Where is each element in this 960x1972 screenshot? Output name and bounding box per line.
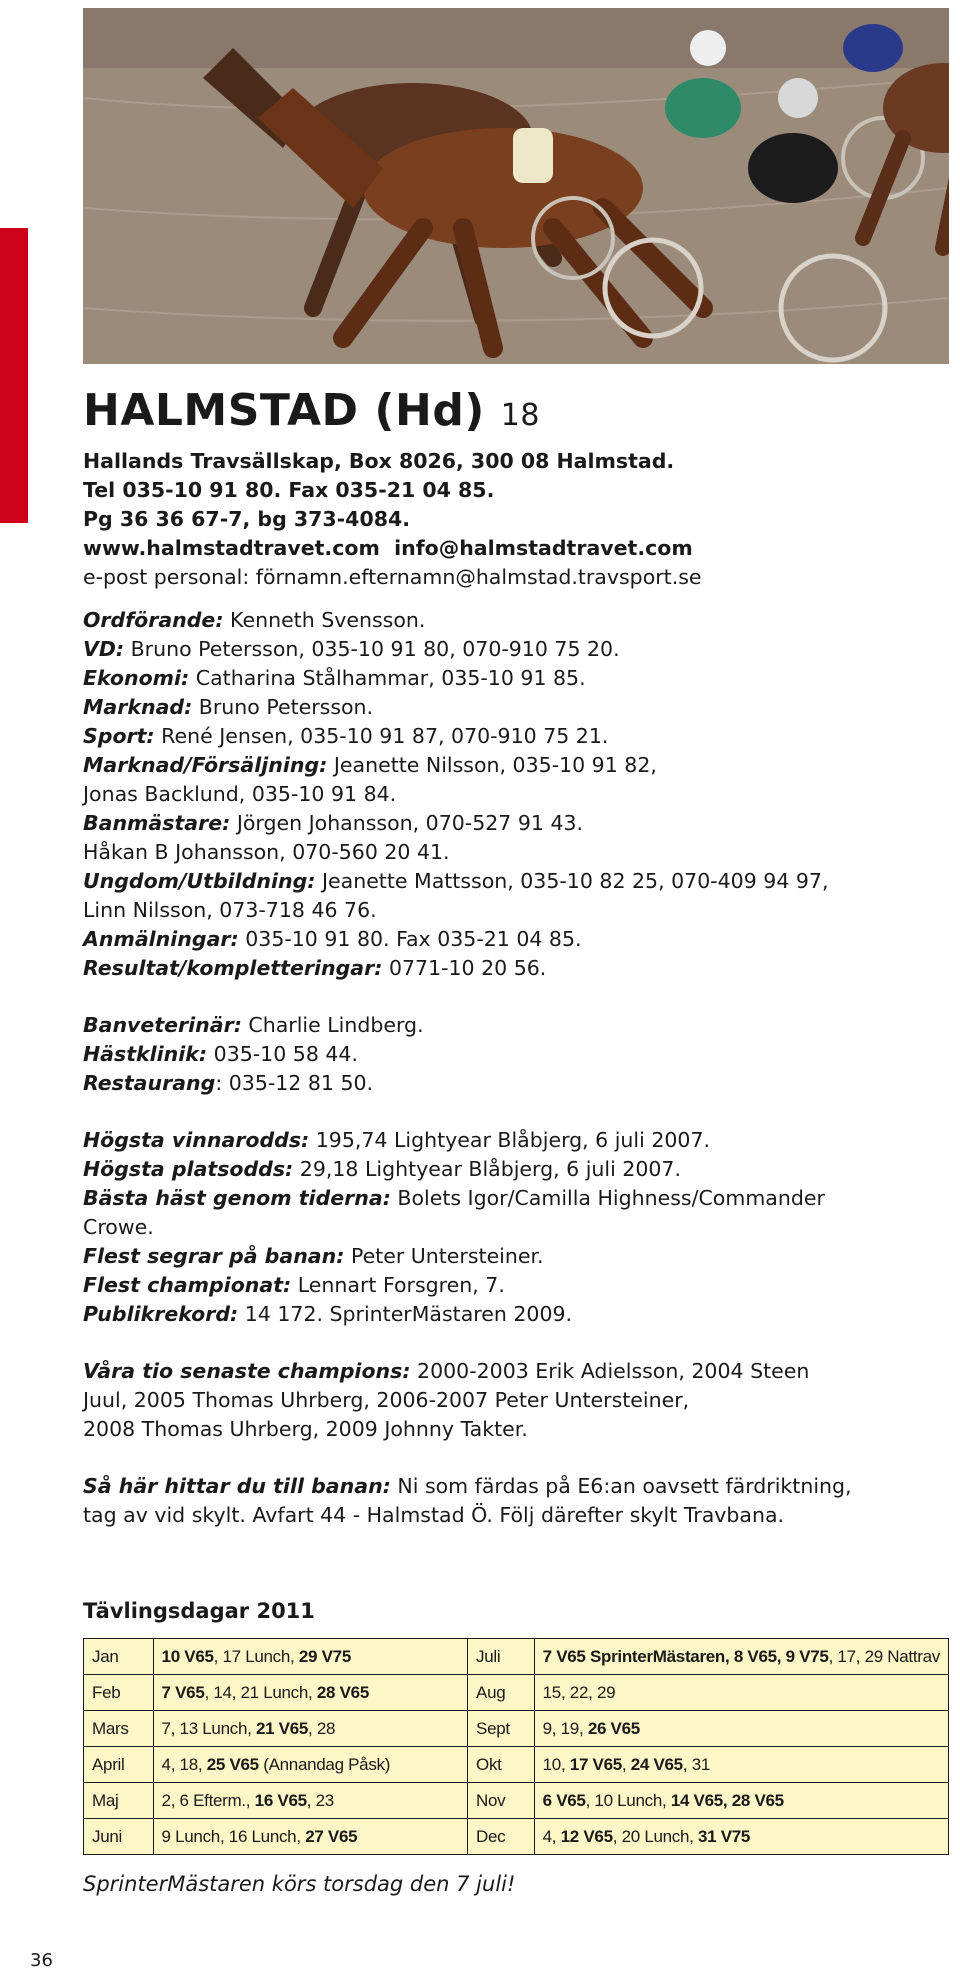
value: Kenneth Svensson.	[223, 608, 426, 632]
staff-line	[83, 867, 953, 896]
service-line	[83, 1011, 953, 1040]
schedule-row	[84, 1747, 949, 1783]
phone-line: Tel 035-10 91 80. Fax 035-21 04 85.	[83, 478, 495, 502]
race-day-segment: 28 V65	[316, 1682, 369, 1702]
schedule-title: Tävlingsdagar 2011	[83, 1599, 315, 1623]
service-line	[83, 1040, 953, 1069]
title-text: HALMSTAD (Hd)	[83, 385, 485, 436]
month-cell: Maj	[84, 1783, 154, 1819]
race-day-segment: 4, 18,	[161, 1754, 207, 1774]
staff-line: Linn Nilsson, 073-718 46 76.	[83, 898, 377, 922]
race-days-cell	[534, 1783, 948, 1819]
services-block	[83, 1011, 953, 1098]
value: Peter Untersteiner.	[344, 1244, 544, 1268]
month-cell: Dec	[468, 1819, 535, 1855]
label: Hästklinik:	[83, 1042, 208, 1066]
value: Bruno Petersson, 035-10 91 80, 070-910 75 20.	[124, 637, 620, 661]
email-link[interactable]: info@halmstadtravet.com	[394, 536, 693, 560]
race-day-segment: 9, 19,	[542, 1718, 588, 1738]
month-cell: Mars	[84, 1711, 154, 1747]
race-days-cell	[534, 1675, 948, 1711]
label: Anmälningar:	[83, 927, 239, 951]
value: 29,18 Lightyear Blåbjerg, 6 juli 2007.	[293, 1157, 681, 1181]
race-day-segment: , 10 Lunch,	[585, 1790, 671, 1810]
records-block	[83, 1126, 953, 1329]
label: Sport:	[83, 724, 155, 748]
race-days-cell	[153, 1639, 467, 1675]
page-title	[83, 380, 953, 447]
schedule-row	[84, 1819, 949, 1855]
label: Våra tio senaste champions:	[83, 1359, 411, 1383]
record-line	[83, 1300, 953, 1329]
harness-racing-photo	[83, 8, 949, 364]
label: Marknad:	[83, 695, 193, 719]
race-days-cell	[153, 1711, 467, 1747]
month-cell: Aug	[468, 1675, 535, 1711]
month-cell: Feb	[84, 1675, 154, 1711]
schedule-row	[84, 1783, 949, 1819]
label: Resultat/kompletteringar:	[83, 956, 383, 980]
race-days-cell	[534, 1711, 948, 1747]
staff-line: Håkan B Johansson, 070-560 20 41.	[83, 840, 450, 864]
staff-line	[83, 635, 953, 664]
directions-block	[83, 1472, 953, 1530]
label: Marknad/Försäljning:	[83, 753, 328, 777]
value: 035-10 91 80. Fax 035-21 04 85.	[238, 927, 582, 951]
staff-line	[83, 664, 953, 693]
race-day-segment: 10,	[542, 1754, 570, 1774]
staff-block	[83, 606, 953, 983]
race-days-cell	[534, 1639, 948, 1675]
label: Ungdom/Utbildning:	[83, 869, 316, 893]
value: Lennart Forsgren, 7.	[291, 1273, 505, 1297]
label: Ordförande:	[83, 608, 224, 632]
month-cell: Juni	[84, 1819, 154, 1855]
race-day-segment: 7 V65	[161, 1682, 205, 1702]
record-line	[83, 1271, 953, 1300]
giro-line: Pg 36 36 67-7, bg 373-4084.	[83, 507, 411, 531]
value: Jeanette Mattsson, 035-10 82 25, 070-409 94 97,	[315, 869, 829, 893]
month-cell: Juli	[468, 1639, 535, 1675]
label: Flest championat:	[83, 1273, 292, 1297]
race-days-cell	[153, 1747, 467, 1783]
race-days-cell	[534, 1819, 948, 1855]
race-day-segment: 17 V65	[569, 1754, 622, 1774]
month-cell: April	[84, 1747, 154, 1783]
staff-line	[83, 606, 953, 635]
staff-line	[83, 693, 953, 722]
track-info-content	[83, 380, 953, 1899]
race-days-table	[83, 1638, 949, 1855]
race-day-segment: 24 V65	[630, 1754, 683, 1774]
staff-line	[83, 809, 953, 838]
directions-line	[83, 1472, 953, 1501]
race-day-segment: 9 Lunch, 16 Lunch,	[161, 1826, 306, 1846]
value: 035-10 58 44.	[207, 1042, 358, 1066]
value: Bruno Petersson.	[192, 695, 374, 719]
title-number: 18	[500, 398, 540, 433]
race-day-segment: 4,	[542, 1826, 561, 1846]
race-day-segment: 29 V75	[298, 1646, 351, 1666]
service-line	[83, 1069, 953, 1098]
race-day-segment: 26 V65	[587, 1718, 640, 1738]
race-day-segment: , 17 Lunch,	[213, 1646, 299, 1666]
label: Högsta vinnarodds:	[83, 1128, 310, 1152]
address-line: Hallands Travsällskap, Box 8026, 300 08 Halmstad.	[83, 449, 675, 473]
value: Ni som färdas på E6:an oavsett färdriktning,	[390, 1474, 852, 1498]
label: Banmästare:	[83, 811, 231, 835]
month-cell: Sept	[468, 1711, 535, 1747]
race-day-segment: , 23	[306, 1790, 334, 1810]
schedule-row	[84, 1639, 949, 1675]
value: 14 172. SprinterMästaren 2009.	[238, 1302, 573, 1326]
web-email-line	[83, 534, 953, 563]
race-day-segment: , 17, 29 Nattrav	[828, 1646, 940, 1666]
label: Så här hittar du till banan:	[83, 1474, 391, 1498]
staff-line	[83, 722, 953, 751]
champions-block	[83, 1357, 953, 1444]
value: René Jensen, 035-10 91 87, 070-910 75 21.	[154, 724, 609, 748]
label: Restaurang	[83, 1071, 216, 1095]
race-day-segment: 16 V65	[254, 1790, 307, 1810]
month-cell: Nov	[468, 1783, 535, 1819]
value: Jeanette Nilsson, 035-10 91 82,	[327, 753, 657, 777]
race-day-segment: 6 V65	[542, 1790, 586, 1810]
race-day-segment: (Annandag Påsk)	[258, 1754, 391, 1774]
label: Flest segrar på banan:	[83, 1244, 345, 1268]
value: 2000-2003 Erik Adielsson, 2004 Steen	[410, 1359, 810, 1383]
champions-line: Juul, 2005 Thomas Uhrberg, 2006-2007 Peter Untersteiner,	[83, 1388, 690, 1412]
staff-line	[83, 925, 953, 954]
schedule-row	[84, 1711, 949, 1747]
label: Ekonomi:	[83, 666, 190, 690]
staff-email-line: e-post personal: förnamn.efternamn@halmstad.travsport.se	[83, 565, 702, 589]
label: Publikrekord:	[83, 1302, 239, 1326]
record-line	[83, 1126, 953, 1155]
label: Högsta platsodds:	[83, 1157, 294, 1181]
race-day-segment: 14 V65, 28 V65	[670, 1790, 784, 1810]
champions-line	[83, 1357, 953, 1386]
record-line	[83, 1242, 953, 1271]
label: Banveterinär:	[83, 1013, 242, 1037]
race-day-segment: 2, 6 Efterm.,	[161, 1790, 255, 1810]
value: 195,74 Lightyear Blåbjerg, 6 juli 2007.	[309, 1128, 711, 1152]
red-side-tab	[0, 228, 28, 523]
race-day-segment: 25 V65	[206, 1754, 259, 1774]
race-day-segment: 10 V65	[161, 1646, 214, 1666]
staff-line: Jonas Backlund, 035-10 91 84.	[83, 782, 397, 806]
staff-line	[83, 751, 953, 780]
race-day-segment: 21 V65	[255, 1718, 309, 1738]
directions-line: tag av vid skylt. Avfart 44 - Halmstad Ö. Följ därefter skylt Travbana.	[83, 1503, 785, 1527]
race-days-cell	[153, 1783, 467, 1819]
label: Bästa häst genom tiderna:	[83, 1186, 391, 1210]
race-day-segment: , 20 Lunch,	[612, 1826, 698, 1846]
page-number: 36	[30, 1950, 53, 1971]
race-days-cell	[153, 1675, 467, 1711]
value: Bolets Igor/Camilla Highness/Commander	[390, 1186, 825, 1210]
value: : 035-12 81 50.	[215, 1071, 374, 1095]
race-day-segment: 15, 22, 29	[542, 1682, 616, 1702]
month-cell: Okt	[468, 1747, 535, 1783]
race-day-segment: , 31	[682, 1754, 710, 1774]
race-day-segment: 7 V65 SprinterMästaren, 8 V65, 9 V75	[542, 1646, 829, 1666]
month-cell: Jan	[84, 1639, 154, 1675]
schedule-row	[84, 1675, 949, 1711]
record-line	[83, 1155, 953, 1184]
value: 0771-10 20 56.	[382, 956, 547, 980]
value: Catharina Stålhammar, 035-10 91 85.	[189, 666, 586, 690]
value: Charlie Lindberg.	[241, 1013, 424, 1037]
staff-line	[83, 954, 953, 983]
record-line	[83, 1184, 953, 1213]
race-days-cell	[153, 1819, 467, 1855]
race-day-segment: 7, 13 Lunch,	[161, 1718, 256, 1738]
label: VD:	[83, 637, 125, 661]
harness-racing-illustration	[83, 8, 949, 364]
champions-line: 2008 Thomas Uhrberg, 2009 Johnny Takter.	[83, 1417, 528, 1441]
website-link[interactable]: www.halmstadtravet.com	[83, 536, 380, 560]
race-day-segment: 12 V65	[560, 1826, 613, 1846]
value: Jörgen Johansson, 070-527 91 43.	[230, 811, 584, 835]
schedule-note: SprinterMästaren körs torsdag den 7 juli!	[83, 1872, 516, 1896]
race-day-segment: 27 V65	[305, 1826, 358, 1846]
race-day-segment: ,	[621, 1754, 631, 1774]
race-days-cell	[534, 1747, 948, 1783]
address-block	[83, 447, 953, 592]
race-day-segment: 31 V75	[698, 1826, 751, 1846]
record-line: Crowe.	[83, 1215, 154, 1239]
race-day-segment: , 14, 21 Lunch,	[204, 1682, 317, 1702]
race-day-segment: , 28	[308, 1718, 336, 1738]
